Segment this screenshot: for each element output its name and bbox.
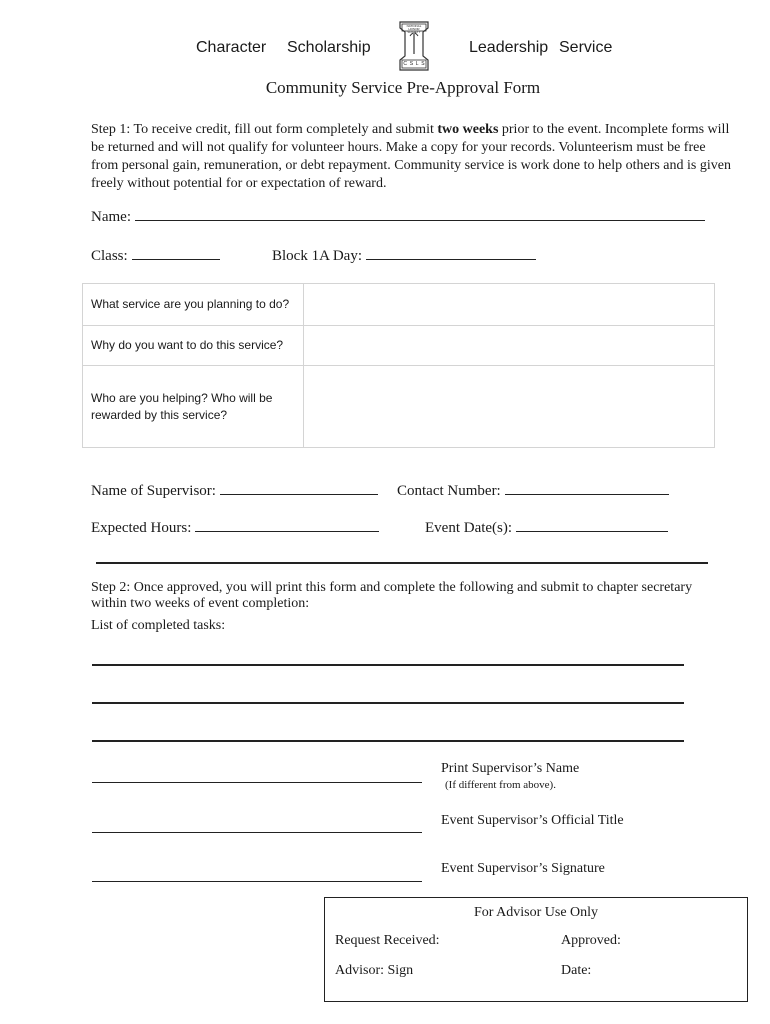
logo-letter-l: L bbox=[415, 61, 419, 67]
advisor-box bbox=[324, 897, 748, 1002]
step1-emphasis: two weeks bbox=[437, 122, 499, 137]
dates-line[interactable] bbox=[516, 518, 668, 532]
name-label: Name: bbox=[91, 209, 131, 225]
name-line[interactable] bbox=[135, 207, 705, 221]
form-title: Community Service Pre-Approval Form bbox=[265, 78, 541, 97]
answer-cell[interactable] bbox=[304, 284, 715, 326]
hours-field[interactable] bbox=[91, 518, 379, 537]
hours-line[interactable] bbox=[195, 518, 379, 532]
block-label: Block 1A Day: bbox=[272, 248, 362, 264]
contact-field[interactable] bbox=[397, 481, 669, 500]
question-row bbox=[83, 366, 715, 448]
name-field[interactable] bbox=[91, 207, 705, 226]
question-label: What service are you planning to do? bbox=[83, 284, 304, 326]
signature-line[interactable] bbox=[92, 881, 422, 882]
step1-text-after: prior to the event. Incomplete forms will be returned and will not qualify for volunteer hours. Make a copy for your records. Volunteerism must be free from personal gain, remuneration, or debt repayment. Community service is work done to help others and is given freely without potential for or expectation of reward. bbox=[91, 122, 731, 191]
answer-cell[interactable] bbox=[304, 326, 715, 366]
class-label: Class: bbox=[91, 248, 128, 264]
request-received-label: Request Received: bbox=[335, 933, 440, 948]
pillar-scholarship: Scholarship bbox=[287, 39, 371, 56]
question-row bbox=[83, 284, 715, 326]
dates-label: Event Date(s): bbox=[425, 520, 513, 536]
task-line[interactable] bbox=[92, 664, 684, 666]
print-name-line[interactable] bbox=[92, 782, 422, 783]
tasks-label: List of completed tasks: bbox=[91, 618, 226, 633]
supervisor-line[interactable] bbox=[220, 481, 378, 495]
question-label: Who are you helping? Who will be rewarded by this service? bbox=[83, 366, 304, 448]
pillar-character: Character bbox=[196, 39, 267, 56]
section-divider bbox=[96, 562, 708, 564]
supervisor-label: Name of Supervisor: bbox=[91, 483, 216, 499]
contact-line[interactable] bbox=[505, 481, 669, 495]
contact-label: Contact Number: bbox=[397, 483, 501, 499]
block-field[interactable] bbox=[272, 246, 536, 265]
approved-label: Approved: bbox=[561, 933, 621, 948]
official-title-line[interactable] bbox=[92, 832, 422, 833]
answer-cell[interactable] bbox=[304, 366, 715, 448]
logo-letters bbox=[402, 61, 426, 67]
print-name-label: Print Supervisor’s Name bbox=[441, 761, 580, 776]
question-label: Why do you want to do this service? bbox=[83, 326, 304, 366]
task-line[interactable] bbox=[92, 702, 684, 704]
logo-letter-s2: S bbox=[421, 61, 425, 67]
official-title-label: Event Supervisor’s Official Title bbox=[441, 813, 624, 828]
questions-table bbox=[82, 283, 715, 448]
nhs-logo bbox=[394, 20, 434, 72]
logo-letter-c: C bbox=[403, 61, 407, 67]
print-name-note: (If different from above). bbox=[445, 779, 556, 791]
logo-text: NATIONAL HONOR SOCIETY bbox=[406, 24, 422, 34]
advisor-sign-label: Advisor: Sign bbox=[335, 963, 414, 978]
task-line[interactable] bbox=[92, 740, 684, 742]
signature-label: Event Supervisor’s Signature bbox=[441, 861, 605, 876]
pillar-leadership: Leadership bbox=[469, 39, 549, 56]
dates-field[interactable] bbox=[425, 518, 668, 537]
block-line[interactable] bbox=[366, 246, 536, 260]
step2-instructions: Step 2: Once approved, you will print this form and complete the following and submit to chapter secretary within two weeks of event completion: bbox=[91, 580, 693, 611]
hours-label: Expected Hours: bbox=[91, 520, 192, 536]
supervisor-field[interactable] bbox=[91, 481, 378, 500]
advisor-heading: For Advisor Use Only bbox=[473, 905, 599, 920]
step1-instructions bbox=[91, 121, 731, 193]
step1-text-before: Step 1: To receive credit, fill out form completely and submit bbox=[91, 122, 438, 137]
date-label: Date: bbox=[561, 963, 592, 978]
class-line[interactable] bbox=[132, 246, 220, 260]
pillar-service: Service bbox=[559, 39, 613, 56]
question-row bbox=[83, 326, 715, 366]
logo-letter-s1: S bbox=[409, 61, 414, 67]
class-field[interactable] bbox=[91, 246, 220, 265]
